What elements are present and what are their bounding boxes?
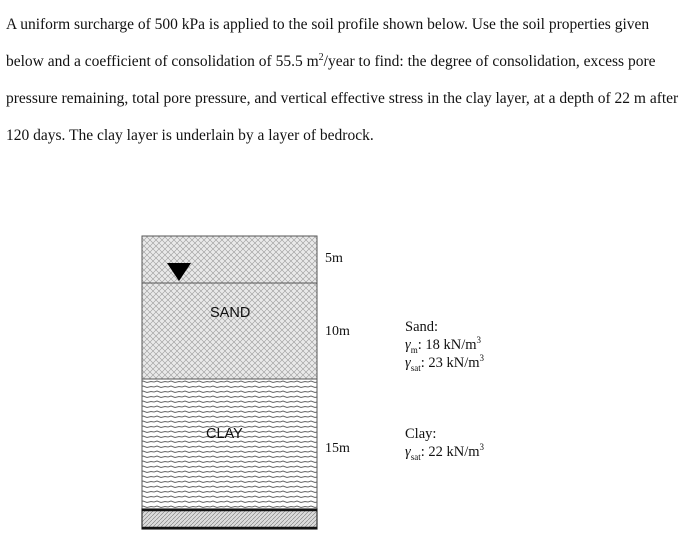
sand-properties (405, 318, 484, 372)
thickness-label-clay: 15m (325, 441, 350, 456)
thickness-label-upper-sand: 5m (325, 251, 343, 266)
sand-layer-label: SAND (210, 305, 251, 321)
sand-gamma-sat: $\gamma_{sat}$: 23 $kN/m^3$ (405, 353, 485, 373)
problem-superscript: 2 (318, 51, 324, 63)
sand-properties-title: Sand: (405, 319, 439, 335)
problem-text-part2: /year to find: the degree of consolidation, excess pore pressure remaining, total pore pressure, and vertical effective stress in the clay layer, at a depth of 22 m after 120 days. The clay layer is underlain by a layer of bedrock. (6, 53, 679, 144)
sand-layer-lower (142, 283, 317, 379)
clay-properties (405, 425, 484, 461)
clay-properties-title: Clay: (405, 426, 437, 442)
clay-layer-label: CLAY (206, 426, 243, 442)
clay-gamma-sat: $\gamma_{sat}$: 22 $kN/m^3$ (405, 442, 485, 462)
bedrock-layer (142, 509, 317, 529)
thickness-label-lower-sand: 10m (325, 324, 350, 339)
sand-layer-upper (142, 236, 317, 283)
problem-text-part1: A uniform surcharge of 500 kPa is applied to the soil profile shown below. Use the soil properties given below and a coefficient of consolidation of 55.5 m (6, 16, 650, 70)
clay-layer (142, 379, 317, 509)
sand-gamma-m: $\gamma_m$: 18 $kN/m^3$ (405, 335, 482, 355)
